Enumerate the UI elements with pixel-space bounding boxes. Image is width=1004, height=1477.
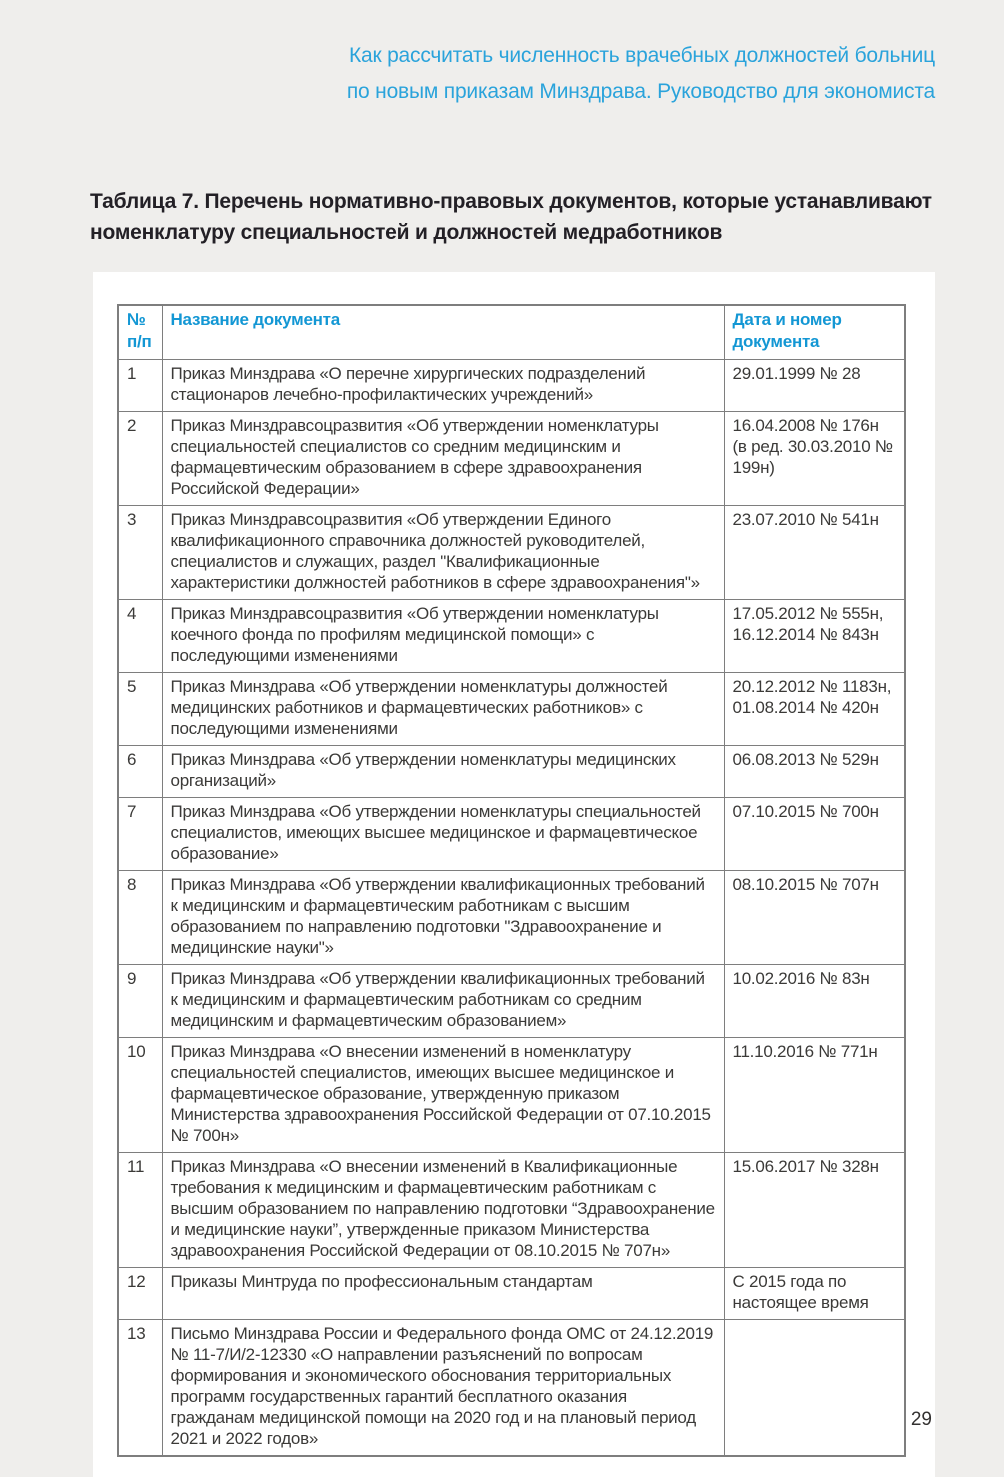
table-row — [118, 871, 905, 965]
table-row — [118, 673, 905, 746]
row-doc-date: 17.05.2012 № 555н, 16.12.2014 № 843н — [724, 600, 905, 673]
row-doc-date: 07.10.2015 № 700н — [724, 798, 905, 871]
table-row — [118, 506, 905, 600]
documents-table — [117, 304, 906, 1457]
row-doc-name: Приказ Минздрава «Об утверждении квалификационных требований к медицинским и фармацевтическим работникам со средним медицинским и фармацевтическим образованием» — [162, 965, 724, 1038]
row-doc-date — [724, 1320, 905, 1457]
row-number: 3 — [118, 506, 162, 600]
row-number: 5 — [118, 673, 162, 746]
row-number: 13 — [118, 1320, 162, 1457]
table-row — [118, 412, 905, 506]
table-panel — [93, 272, 935, 1477]
column-header-name: Название документа — [162, 305, 724, 360]
table-row — [118, 1038, 905, 1153]
table-row — [118, 798, 905, 871]
table-row — [118, 1153, 905, 1268]
row-doc-date: 29.01.1999 № 28 — [724, 360, 905, 412]
row-doc-date: 08.10.2015 № 707н — [724, 871, 905, 965]
row-doc-name: Приказ Минздрава «О перечне хирургических подразделений стационаров лечебно-профилактических учреждений» — [162, 360, 724, 412]
row-number: 7 — [118, 798, 162, 871]
table-row — [118, 360, 905, 412]
row-number: 11 — [118, 1153, 162, 1268]
row-number: 8 — [118, 871, 162, 965]
row-doc-name: Письмо Минздрава России и Федерального фонда ОМС от 24.12.2019 № 11-7/И/2-12330 «О направлении разъяснений по вопросам формирования и экономического обоснования территориальных программ государственных гарантий бесплатного оказания гражданам медицинской помощи на 2020 год и на плановый период 2021 и 2022 годов» — [162, 1320, 724, 1457]
page-number: 29 — [910, 1409, 932, 1430]
row-doc-name: Приказ Минздравсоцразвития «Об утверждении Единого квалификационного справочника должностей руководителей, специалистов и служащих, раздел "Квалификационные характеристики должностей работников в сфере здравоохранения"» — [162, 506, 724, 600]
table-row — [118, 965, 905, 1038]
column-header-num: № п/п — [118, 305, 162, 360]
running-head-line2: по новым приказам Минздрава. Руководство для экономиста — [346, 80, 935, 103]
running-head — [0, 0, 1004, 110]
row-doc-name: Приказ Минздравсоцразвития «Об утверждении номенклатуры специальностей специалистов со средним медицинским и фармацевтическим образованием в сфере здравоохранения Российской Федерации» — [162, 412, 724, 506]
column-header-date: Дата и номер документа — [724, 305, 905, 360]
row-number: 2 — [118, 412, 162, 506]
table-row — [118, 600, 905, 673]
table-title: Таблица 7. Перечень нормативно-правовых документов, которые устанавливают номенклатуру специальностей и должностей медработников — [90, 190, 932, 244]
table-header-row — [118, 305, 905, 360]
table-row — [118, 1320, 905, 1457]
row-doc-date: 23.07.2010 № 541н — [724, 506, 905, 600]
row-doc-name: Приказ Минздрава «Об утверждении номенклатуры медицинских организаций» — [162, 746, 724, 798]
row-doc-name: Приказ Минздрава «О внесении изменений в Квалификационные требования к медицинским и фармацевтическим работникам с высшим образованием по направлению подготовки “Здравоохранение и медицинские науки”, утвержденные приказом Министерства здравоохранения Российской Федерации от 08.10.2015 № 707н» — [162, 1153, 724, 1268]
row-doc-date: 16.04.2008 № 176н (в ред. 30.03.2010 № 199н) — [724, 412, 905, 506]
row-doc-name: Приказ Минздрава «О внесении изменений в номенклатуру специальностей специалистов, имеющих высшее медицинское и фармацевтическое образование, утвержденную приказом Министерства здравоохранения Российской Федерации от 07.10.2015 № 700н» — [162, 1038, 724, 1153]
row-doc-name: Приказы Минтруда по профессиональным стандартам — [162, 1268, 724, 1320]
running-head-line1: Как рассчитать численность врачебных должностей больниц — [348, 44, 935, 67]
row-number: 12 — [118, 1268, 162, 1320]
row-doc-date: 06.08.2013 № 529н — [724, 746, 905, 798]
row-number: 9 — [118, 965, 162, 1038]
row-doc-name: Приказ Минздрава «Об утверждении номенклатуры должностей медицинских работников и фармацевтических работников» с последующими изменениями — [162, 673, 724, 746]
row-number: 4 — [118, 600, 162, 673]
row-doc-date: 20.12.2012 № 1183н, 01.08.2014 № 420н — [724, 673, 905, 746]
row-number: 6 — [118, 746, 162, 798]
row-doc-name: Приказ Минздравсоцразвития «Об утверждении номенклатуры коечного фонда по профилям медицинской помощи» с последующими изменениями — [162, 600, 724, 673]
row-doc-date: 11.10.2016 № 771н — [724, 1038, 905, 1153]
row-doc-date: 15.06.2017 № 328н — [724, 1153, 905, 1268]
table-row — [118, 1268, 905, 1320]
row-number: 1 — [118, 360, 162, 412]
row-doc-date: 10.02.2016 № 83н — [724, 965, 905, 1038]
row-doc-name: Приказ Минздрава «Об утверждении квалификационных требований к медицинским и фармацевтическим работникам с высшим образованием по направлению подготовки "Здравоохранение и медицинские науки"» — [162, 871, 724, 965]
row-doc-name: Приказ Минздрава «Об утверждении номенклатуры специальностей специалистов, имеющих высшее медицинское и фармацевтическое образование» — [162, 798, 724, 871]
row-number: 10 — [118, 1038, 162, 1153]
row-doc-date: С 2015 года по настоящее время — [724, 1268, 905, 1320]
table-row — [118, 746, 905, 798]
